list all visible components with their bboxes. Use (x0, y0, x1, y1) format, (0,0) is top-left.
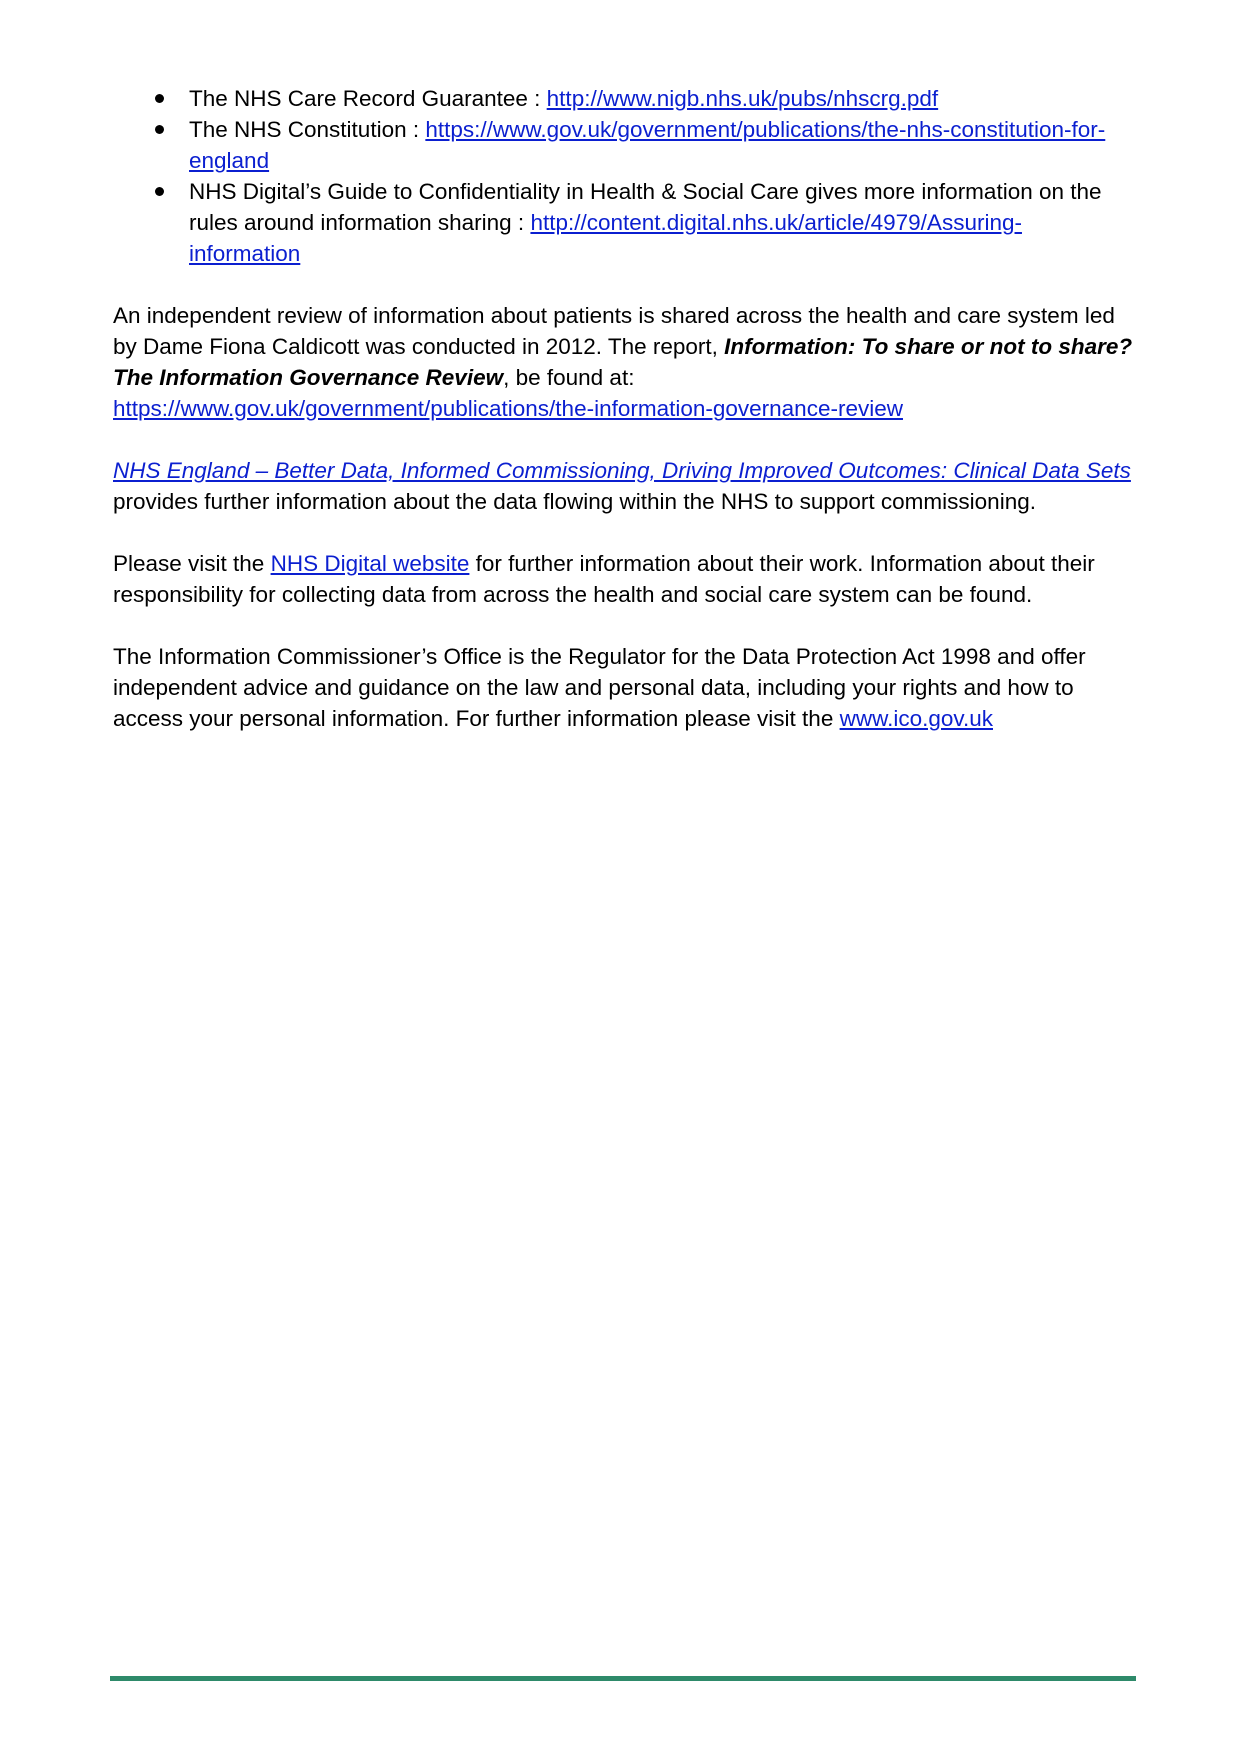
list-item-text: The NHS Care Record Guarantee : (189, 86, 547, 111)
list-item (113, 176, 1133, 269)
nhs-digital-website-link[interactable]: NHS Digital website (270, 551, 470, 576)
nhs-england-paragraph (113, 455, 1133, 517)
nhs-digital-paragraph (113, 548, 1133, 610)
information-governance-review-link[interactable]: https://www.gov.uk/government/publications/the-information-governance-review (113, 396, 903, 421)
ico-paragraph (113, 641, 1133, 734)
bullet-icon (155, 187, 164, 196)
nhs-care-record-guarantee-link[interactable]: http://www.nigb.nhs.uk/pubs/nhscrg.pdf (546, 86, 939, 111)
review-intro: An independent review of information about patients is shared across the health and care system led by Dame Fiona Caldicott was conducted in 2012. The report, (113, 303, 1115, 359)
bullet-icon (155, 94, 164, 103)
bullet-icon (155, 125, 164, 134)
list-item-text: NHS Digital’s Guide to Confidentiality in Health & Social Care gives more information on the rules around information sharing : (189, 179, 1102, 235)
review-paragraph (113, 300, 1133, 424)
report-title: Information: To share or not to share? The Information Governance Review (113, 334, 1133, 390)
ico-text: The Information Commissioner’s Office is the Regulator for the Data Protection Act 1998 and offer independent advice and guidance on the law and personal data, including your rights and how to access your personal information. For further information please visit the (113, 644, 1086, 731)
nhs-digital-before: Please visit the (113, 551, 271, 576)
list-item (113, 114, 1133, 176)
footer-divider (110, 1676, 1136, 1681)
list-item (113, 83, 1133, 114)
resource-list (113, 83, 1133, 269)
review-after-title: , be found at: (503, 365, 635, 390)
nhs-england-text: provides further information about the data flowing within the NHS to support commissioning. (113, 489, 1036, 514)
confidentiality-guide-link[interactable]: http://content.digital.nhs.uk/article/4979/Assuring-information (189, 210, 1022, 266)
nhs-digital-after: for further information about their work. Information about their responsibility for collecting data from across the health and social care system can be found. (113, 551, 1095, 607)
document-body (113, 83, 1133, 734)
nhs-constitution-link[interactable]: https://www.gov.uk/government/publications/the-nhs-constitution-for-england (189, 117, 1106, 173)
ico-website-link[interactable]: www.ico.gov.uk (839, 706, 993, 731)
nhs-england-clinical-data-sets-link[interactable]: NHS England – Better Data, Informed Commissioning, Driving Improved Outcomes: Clinical Data Sets (113, 458, 1131, 483)
list-item-text: The NHS Constitution : (189, 117, 426, 142)
